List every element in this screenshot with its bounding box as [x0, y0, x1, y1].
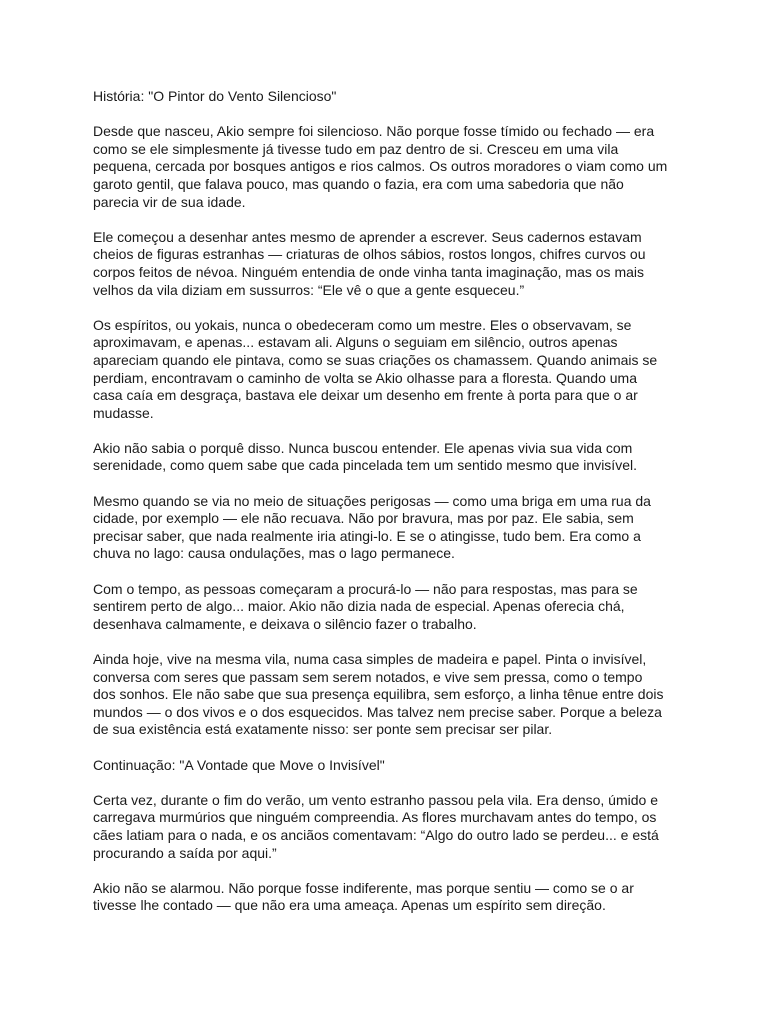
- text-line: apareciam quando ele pintava, como se suas criações os chamassem. Quando animais se: [93, 351, 658, 368]
- text-line: Com o tempo, as pessoas começaram a procurá-lo — não para respostas, mas para se: [93, 580, 638, 597]
- text-line: Mesmo quando se via no meio de situações perigosas — como uma briga em uma rua da: [93, 492, 651, 509]
- text-line: pequena, cercada por bosques antigos e rios calmos. Os outros moradores o viam como um: [93, 158, 668, 175]
- text-line: Desde que nasceu, Akio sempre foi silencioso. Não porque fosse tímido ou fechado — era: [93, 123, 655, 140]
- paragraph: [93, 792, 768, 862]
- continuation-body: [93, 792, 768, 915]
- text-line: cidade, por exemplo — ele não recuava. Não por bravura, mas por paz. Ele sabia, sem: [93, 510, 634, 527]
- paragraph: [93, 880, 768, 915]
- text-line: Ele começou a desenhar antes mesmo de aprender a escrever. Seus cadernos estavam: [93, 228, 642, 245]
- story-title: História: "O Pintor do Vento Silencioso": [93, 88, 337, 104]
- text-line: Certa vez, durante o fim do verão, um vento estranho passou pela vila. Era denso, úmido e: [93, 791, 658, 808]
- text-line: carregava murmúrios que ninguém compreendia. As flores murchavam antes do tempo, os: [93, 809, 657, 826]
- continuation-title: Continuação: "A Vontade que Move o Invisível": [93, 756, 385, 773]
- text-line: garoto gentil, que falava pouco, mas quando o fazia, era com uma sabedoria que não: [93, 175, 624, 192]
- text-line: parecia vir de sua idade.: [93, 193, 246, 210]
- text-line: Akio não se alarmou. Não porque fosse indiferente, mas porque sentiu — como se o ar: [93, 879, 634, 896]
- text-line: cheios de figuras estranhas — criaturas de olhos sábios, rostos longos, chifres curvos ou: [93, 246, 646, 263]
- continuation-section: [93, 757, 768, 915]
- text-line: sentirem perto de algo... maior. Akio não dizia nada de especial. Apenas oferecia chá,: [93, 598, 625, 615]
- text-line: corpos feitos de névoa. Ninguém entendia de onde vinha tanta imaginação, mas os mais: [93, 263, 645, 280]
- text-line: procurando a saída por aqui.”: [93, 844, 277, 861]
- paragraph: [93, 581, 768, 634]
- text-line: Akio não sabia o porquê disso. Nunca buscou entender. Ele apenas vivia sua vida com: [93, 439, 633, 456]
- text-line: perdiam, encontravam o caminho de volta se Akio olhasse para a floresta. Quando uma: [93, 369, 637, 386]
- text-line: cães latiam para o nada, e os anciãos comentavam: “Algo do outro lado se perdeu... e está: [93, 826, 659, 843]
- paragraph: [93, 493, 768, 563]
- story-section: [93, 88, 768, 739]
- text-line: chuva no lago: causa ondulações, mas o lago permanece.: [93, 545, 455, 562]
- paragraph: [93, 651, 768, 739]
- text-line: tivesse lhe contado — que não era uma ameaça. Apenas um espírito sem direção.: [93, 897, 606, 914]
- text-line: mudasse.: [93, 404, 154, 421]
- text-line: precisar saber, que nada realmente iria atingi-lo. E se o atingisse, tudo bem. Era como a: [93, 527, 641, 544]
- paragraph: [93, 229, 768, 299]
- text-line: conversa com seres que passam sem serem notados, e vive sem pressa, como o tempo: [93, 668, 643, 685]
- text-line: Ainda hoje, vive na mesma vila, numa casa simples de madeira e papel. Pinta o invisível,: [93, 651, 647, 667]
- text-line: como se ele simplesmente já tivesse tudo em paz dentro de si. Cresceu em uma vila: [93, 140, 619, 157]
- text-line: de sua existência está exatamente nisso: ser ponte sem precisar ser pilar.: [93, 721, 553, 738]
- paragraph: [93, 440, 768, 475]
- paragraph: [93, 317, 768, 423]
- text-line: casa caía em desgraça, bastava ele deixar um desenho em frente à porta para que o ar: [93, 387, 638, 404]
- text-line: dos sonhos. Ele não sabe que sua presença equilibra, sem esforço, a linha tênue entre dois: [93, 686, 664, 703]
- text-line: mundos — o dos vivos e o dos esquecidos. Mas talvez nem precise saber. Porque a beleza: [93, 703, 662, 720]
- text-line: Os espíritos, ou yokais, nunca o obedeceram como um mestre. Eles o observavam, se: [93, 316, 632, 333]
- text-line: velhos da vila diziam em sussurros: “Ele vê o que a gente esqueceu.”: [93, 281, 525, 298]
- story-body: [93, 123, 768, 739]
- text-line: serenidade, como quem sabe que cada pincelada tem um sentido mesmo que invisível.: [93, 457, 637, 474]
- text-line: desenhava calmamente, e deixava o silêncio fazer o trabalho.: [93, 615, 477, 632]
- paragraph: [93, 123, 768, 211]
- text-line: aproximavam, e apenas... estavam ali. Alguns o seguiam em silêncio, outros apenas: [93, 334, 618, 351]
